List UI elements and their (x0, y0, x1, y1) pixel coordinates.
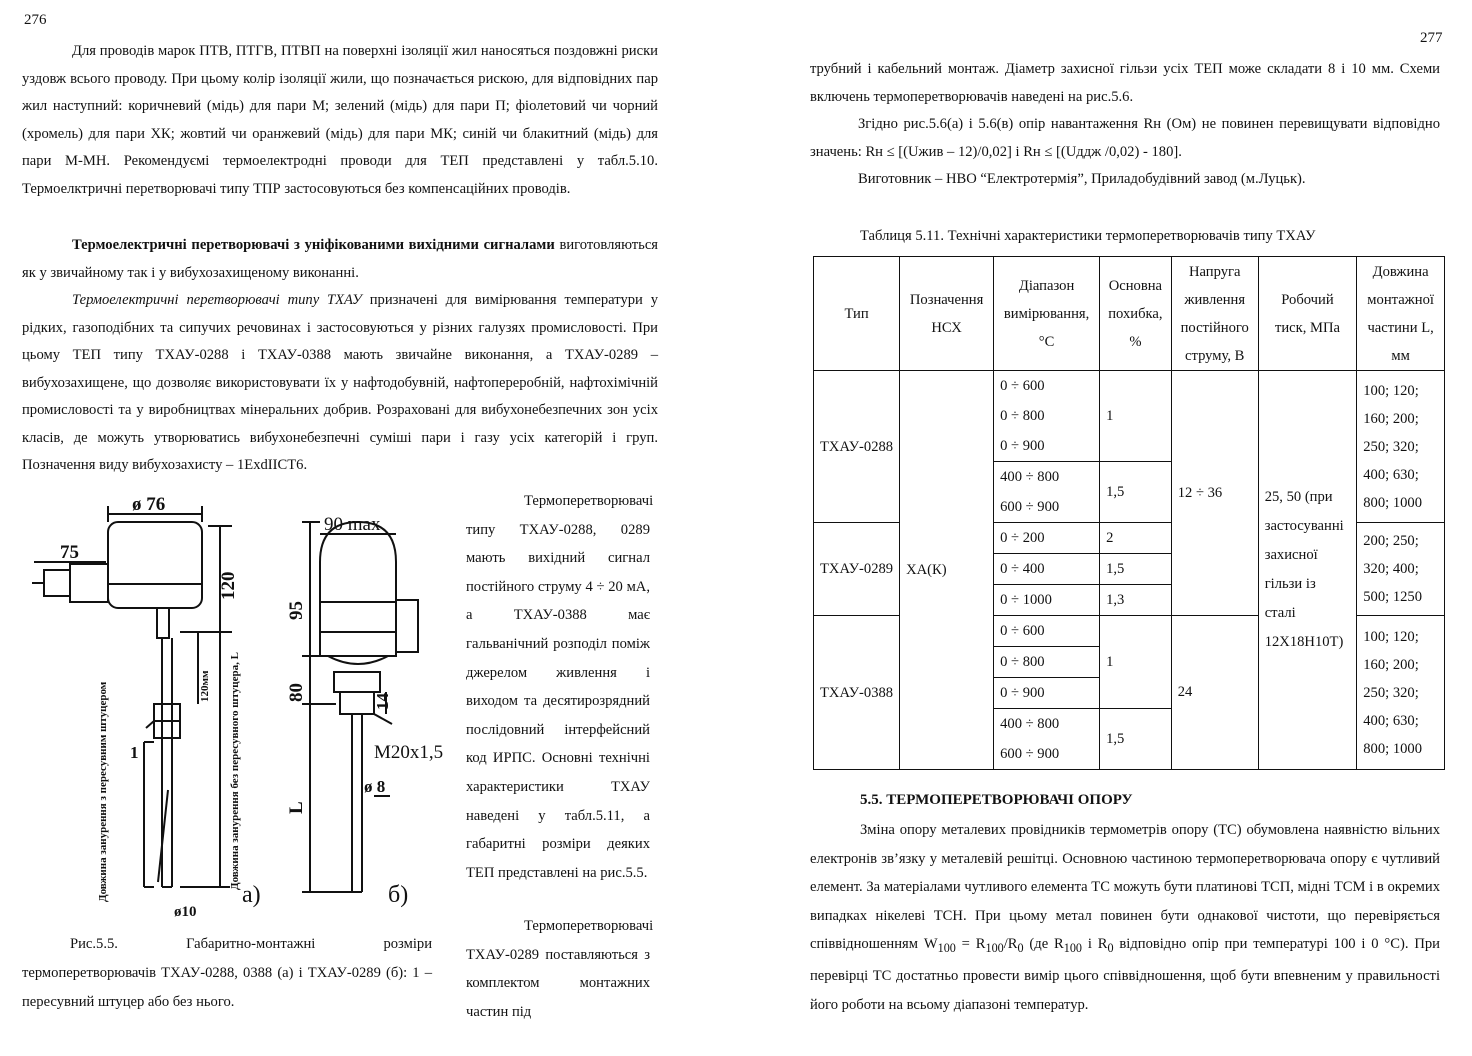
cell-ranges-0388a: 0 ÷ 600 0 ÷ 800 0 ÷ 900 (994, 616, 1100, 709)
dim-14: 14 (373, 693, 392, 710)
th-length: Довжина монтажної частини L, мм (1357, 257, 1445, 371)
page-number: 277 (1420, 30, 1443, 46)
paragraph-unified-signals: Термоелектричні перетворювачі з уніфікованими вихідними сигналами виготовляються як у звичайному так і у вибухозахищеному виконанні. (22, 237, 659, 281)
th-nsh: Позначення НСХ (900, 257, 994, 371)
dim-120: 120 (218, 571, 239, 600)
dim-75: 75 (60, 542, 79, 563)
th-pressure: Робочий тиск, МПа (1258, 257, 1357, 371)
dim-80: 80 (286, 683, 307, 702)
label-l-long: Довжина занурення без пересувного штуцера, L (229, 652, 241, 890)
label-l: L (286, 801, 307, 814)
cell-ranges-0288b: 400 ÷ 800 600 ÷ 900 (994, 462, 1100, 523)
paragraph-resistance-thermometers: Зміна опору металевих провідників термометрів опору (ТС) обумовлена наявністю вільних електронів зв’язку у металевій решітці. Основною частиною термоперетворювача опору є чутливий елемент. За матеріалами чутливого елемента ТС можуть бути платинові ТСП, мідні ТСМ і в окремих випадках нікелеві ТСН. При цьому метал повинен бути однакової чистоти, що перевіряється співвідношенням $W_{100} = R_{100}/R_0$ (де $R_{100}$ і $R_0$ відповідно опір при температурі 100 і 0 °С). При перевірці ТС достатньо провести вимір цього співвідношення, щоб бути впевненим у правильності його роботи на всьому діапазоні температур. (810, 822, 1440, 1013)
paragraph-manufacturer: Виготовник – НВО “Електротермія”, Приладобудівний завод (м.Луцьк). (858, 171, 1306, 187)
cell-type-0289: ТХАУ-0289 (814, 523, 900, 616)
th-error: Основна похибка, % (1100, 257, 1172, 371)
cell-length-0288: 100; 120; 160; 200; 250; 320; 400; 630; 800; 1000 (1357, 371, 1445, 523)
cell-ranges-0288a: 0 ÷ 600 0 ÷ 800 0 ÷ 900 (994, 371, 1100, 462)
cell-ranges-0388b: 400 ÷ 800 600 ÷ 900 (994, 709, 1100, 770)
table-header-row (814, 257, 1445, 371)
page-number: 276 (24, 12, 47, 28)
cell-nsh: ХА(К) (900, 371, 994, 770)
paragraph-wire-colors: Для проводів марок ПТВ, ПТГВ, ПТВП на поверхні ізоляції жил наносяться поздовжні риски уздовж всього проводу. При цьому колір ізоляції жили, що позначається рискою, для відповідних пар жил наступний: коричневий (мідь) для пари М; зелений (мідь) для пари П; фіолетовий чи чорний (хромель) для пари ХК; жовтий чи оранжевий (мідь) для пари МК; синій чи блакитний (мідь) для пари М-МН. Рекомендуємі термоелектродні проводи для ТЕП представлені у табл.5.10. Термоелктричні перетворювачі типу ТПР застосовуються без компенсаційних проводів. (22, 43, 658, 197)
table-caption: Таблиця 5.11. Технічні характеристики термоперетворювачів типу ТХАУ (860, 228, 1316, 244)
cell-voltage-12-36: 12 ÷ 36 (1171, 371, 1258, 616)
label-depth-line1: Довжина занурення з пересувним штуцером (97, 681, 109, 902)
cell-length-0388: 100; 120; 160; 200; 250; 320; 400; 630; 800; 1000 (1357, 616, 1445, 770)
spec-table (813, 256, 1445, 770)
cell-error: 1,5 (1100, 462, 1172, 523)
cell-error: 1 (1100, 616, 1172, 709)
cell-pressure: 25, 50 (при застосуванні захисної гільзи із сталі 12Х18Н10Т) (1258, 371, 1357, 770)
italic-term: Термоелектричні перетворювачі типу ТХАУ (72, 292, 362, 308)
figure-caption: Рис.5.5. Габаритно-монтажні розміри термоперетворювачів ТХАУ-0288, 0388 (а) і ТХАУ-0289 (б): 1 – пересувний штуцер або без нього. (22, 936, 432, 1010)
table-row (814, 371, 1445, 462)
paragraph-mounting: трубний і кабельний монтаж. Діаметр захисної гільзи усіх ТЕП може складати 8 і 10 мм. Схеми включень термоперетворювачів наведені на рис.5.6. (810, 61, 1440, 105)
cell-ranges-0289: 0 ÷ 200 0 ÷ 400 0 ÷ 1000 (994, 523, 1100, 616)
paragraph-load-resistance: Згідно рис.5.6(а) і 5.6(в) опір навантаження Rн (Ом) не повинен перевищувати відповідно значень: Rн ≤ [(Uжив – 12)/0,02] і Rн ≤ [(Uддж /0,02) - 180]. (810, 116, 1440, 160)
dim-m20: M20x1,5 (374, 742, 444, 763)
cell-errors-0289: 2 1,5 1,3 (1100, 523, 1172, 616)
dim-90max: 90 max (324, 514, 381, 535)
cell-error: 1,5 (1100, 709, 1172, 770)
dim-10: ø10 (174, 904, 197, 920)
label-1: 1 (130, 743, 139, 762)
cell-error: 1 (1100, 371, 1172, 462)
cell-length-0289: 200; 250; 320; 400; 500; 1250 (1357, 523, 1445, 616)
th-type: Тип (814, 257, 900, 371)
th-range: Діапазон вимірювання, °С (994, 257, 1100, 371)
side-column-1: Термоперетворювачі типу ТХАУ-0288, 0289 мають вихідний сигнал постійного струму 4 ÷ 20 мА, а ТХАУ-0388 має гальванічний розподіл поміж джерелом живлення і виходом та десятирозрядний послідовний інтерфейсний код ИРПС. Основні технічні характеристики ТХАУ наведені у табл.5.11, а габаритні розміри деяких ТЕП представлені на рис.5.5. (466, 493, 654, 881)
cell-type-0288: ТХАУ-0288 (814, 371, 900, 523)
paragraph-txau: Термоелектричні перетворювачі типу ТХАУ призначені для вимірювання температури у рідких, газоподібних та сипучих речовинах і застосовуються у різних галузях промисловості. При цьому ТЕП типу ТХАУ-0288 і ТХАУ-0388 мають звичайне виконання, а ТХАУ-0289 – вибухозахищене, що дозволяє використовувати їх у нафтодобувній, нафтопереробній, нафтохімічній промисловості та у виробництвах мінеральних добрив. Розраховані для вибухонебезпечних зон усіх класів, де можуть утворюватись вибухонебезпечні суміші пари і газу усіх категорій і груп. Позначення виду вибухозахисту – 1ExdIICT6. (22, 292, 658, 473)
side-column-2: Термоперетворювачі ТХАУ-0289 поставляються з комплектом монтажних частин під (466, 918, 654, 1020)
bold-term: Термоелектричні перетворювачі з уніфікованими вихідними сигналами (72, 237, 555, 253)
th-voltage: Напруга живлення постійного струму, В (1171, 257, 1258, 371)
dim-95: 95 (286, 601, 307, 620)
figure-5-5 (20, 492, 460, 924)
dim-8: ø 8 (364, 777, 386, 796)
section-title: 5.5. ТЕРМОПЕРЕТВОРЮВАЧІ ОПОРУ (860, 792, 1133, 808)
cell-type-0388: ТХАУ-0388 (814, 616, 900, 770)
left-page (0, 0, 700, 1056)
head-a (108, 522, 202, 608)
label-a: а) (242, 882, 261, 908)
cell-voltage-24: 24 (1171, 616, 1258, 770)
label-b: б) (388, 882, 409, 908)
dim-120mm: 120мм (199, 670, 211, 702)
right-page (740, 0, 1472, 1056)
dim-76: ø 76 (132, 494, 166, 515)
